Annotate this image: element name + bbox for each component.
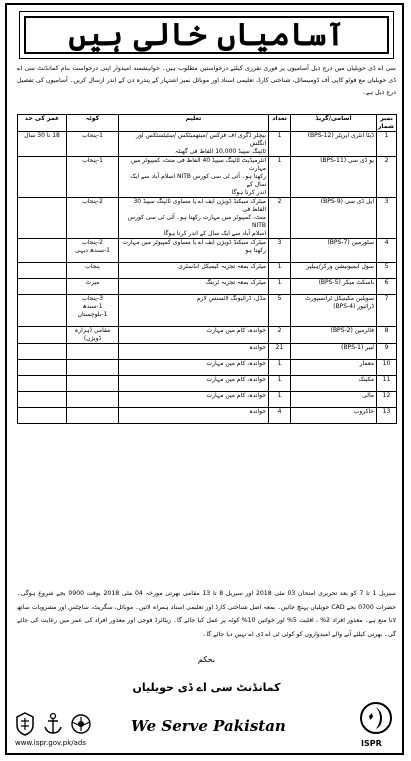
- row-post: مالی: [291, 392, 377, 408]
- row-count: 1: [269, 376, 291, 392]
- row-quota: [67, 198, 119, 239]
- quota-line: مقامی (ہزارہ ڈویژن): [74, 327, 111, 342]
- row-count: 1: [269, 132, 291, 157]
- header-serial: نمبر شمار: [377, 115, 397, 132]
- education-line: منٹ، کمپیوٹر میں مہارت رکھتا ہو۔ آئی ٹی سی کورس NITB: [127, 214, 266, 229]
- education-line: میٹرک بمعہ تجربہ کیمیکل انڈسٹری: [178, 263, 266, 270]
- row-post: خاکروب: [291, 408, 377, 424]
- row-serial: 3: [377, 198, 397, 239]
- table-row: [18, 408, 397, 424]
- row-count: 5: [269, 295, 291, 327]
- row-education: [119, 360, 269, 376]
- header-count: تعداد: [269, 115, 291, 132]
- row-post: ڈیٹا انٹری آپریٹر (BPS-12): [291, 132, 377, 157]
- row-count: 21: [269, 344, 291, 360]
- advertisement-page: [5, 3, 404, 755]
- notes-paragraph: سیریل 1 تا 7 کو بعد تحریری امتحان 03 مئی 2018 اور سیریل 8 تا 13 مقامی بھرتی مورخہ 04 مئی 2018 بوقت 0900 بجے شروع ہوگی۔ حضرات 0700 بجے CAD حویلیاں پہنچ جائیں۔ بمعہ اصل شناختی کارڈ اور تعلیمی اسناد ہمراہ لائیں۔ موبائل، سگریٹ، ساچٹس اور مشروبات ساتھ لانا منع ہے۔ معذور افراد 2% ، اقلیت 5% اور خواتین 10% کوٹہ پر عمل کیا جائے گا۔ ریٹائرڈ فوجی اور معذور افراد کی عمر میں رعایت کی جائے گی۔ بھرتی کیلئے آنے والے امیدواروں کو کوئی ٹی اے ڈی اے نہیں دیا جائے گا۔: [17, 590, 396, 638]
- row-quota: [67, 408, 119, 424]
- row-serial: 5: [377, 263, 397, 279]
- education-line: خواندہ، کام میں مہارت: [206, 392, 266, 399]
- row-age: 18 تا 30 سال: [18, 132, 67, 157]
- row-serial: 7: [377, 295, 397, 327]
- quota-line: 1-بلوچستان: [77, 311, 108, 318]
- row-age: [18, 295, 67, 327]
- row-education: [119, 295, 269, 327]
- header-education: تعلیم: [119, 115, 269, 132]
- row-age: [18, 408, 67, 424]
- row-age: [18, 279, 67, 295]
- signature-label: کمانڈنٹ سی اے ڈی حویلیاں: [132, 681, 281, 694]
- row-serial: 12: [377, 392, 397, 408]
- education-line: میٹرک سیکنڈ ڈویژن ایف اے یا مساوی کمپیوٹر میں مہارت رکھتا ہو: [122, 239, 266, 254]
- row-education: [119, 157, 269, 198]
- row-education: [119, 239, 269, 263]
- table-row: [18, 279, 397, 295]
- row-post: سول ایمیونیشن ورکر/ہیلپر: [291, 263, 377, 279]
- row-education: [119, 279, 269, 295]
- education-line: خواندہ: [249, 344, 266, 351]
- footer-url: www.ispr.gov.pk/ads: [15, 739, 87, 747]
- row-education: [119, 408, 269, 424]
- row-age: [18, 239, 67, 263]
- row-age: [18, 392, 67, 408]
- row-quota: [67, 132, 119, 157]
- quota-line: 2-پنجاب: [82, 198, 103, 205]
- row-count: 1: [269, 392, 291, 408]
- education-line: خواندہ، کام میں مہارت: [206, 327, 266, 334]
- vacancy-table: [17, 114, 397, 424]
- row-post: ایل ڈی سی (BPS-9): [291, 198, 377, 239]
- quota-line: 3-پنجاب: [82, 295, 103, 302]
- row-quota: [67, 376, 119, 392]
- intro-paragraph: سی اے ڈی حویلیاں میں درج ذیل آسامیوں پر فوری تقرری کیلئے درخواستیں مطلوب ہیں۔ خواہشمند امیدوار اپنی درخواست بنام کمانڈنٹ سی اے ڈی حویلیاں مع فوٹو کاپی آف ڈومیسائل، شناختی کارڈ، تعلیمی اسناد اور موبائل نمبر اشتہار کے پندرہ دن کے اندر ارسال کریں۔ آسامیوں کی تفصیل درج ذیل ہے۔: [17, 65, 396, 97]
- education-line: رکھتا ہو۔ آئی ٹی سی کورس NITB اسلام آباد سے ایک سال کے: [130, 173, 266, 188]
- footer-slogan: We Serve Pakistan: [131, 717, 286, 735]
- vacancy-table-body: [18, 132, 397, 424]
- education-line: میٹرک سیکنڈ ڈویژن ایف اے یا مساوی ٹائپنگ سپیڈ 30 الفاظ فی: [133, 198, 266, 213]
- row-serial: 13: [377, 408, 397, 424]
- education-line: انٹرمیڈیٹ ٹائپنگ سپیڈ 40 الفاظ فی منٹ، کمپیوٹر میں مہارت: [130, 157, 266, 172]
- headline-title: آسامیاں خالی ہیں: [68, 17, 345, 53]
- row-serial: 6: [377, 279, 397, 295]
- footer-emblems: [13, 711, 93, 737]
- quota-line: 1-پنجاب: [82, 157, 103, 164]
- row-post: یو ڈی سی (BPS-11): [291, 157, 377, 198]
- navy-anchor-icon: [41, 711, 65, 737]
- row-education: [119, 344, 269, 360]
- row-education: [119, 263, 269, 279]
- row-education: [119, 392, 269, 408]
- airforce-emblem-icon: [69, 711, 93, 737]
- row-count: 1: [269, 279, 291, 295]
- education-line: مڈل، ڈرائیونگ لائسنس لازم: [196, 295, 266, 302]
- row-quota: [67, 360, 119, 376]
- education-line: بیچلر ڈگری آف فزکس /میتھمیٹکس /سٹیٹسٹکس اور انگلش: [136, 132, 266, 147]
- quota-line: 1-پنجاب: [82, 132, 103, 139]
- row-post: باسکٹ میکر (BPS-5): [291, 279, 377, 295]
- quota-line: میرٹ: [85, 279, 100, 286]
- education-line: اسلام آباد سے ایک سال کے اندر کرنا ہوگا: [163, 230, 266, 237]
- row-education: [119, 132, 269, 157]
- row-age: [18, 327, 67, 344]
- table-row: [18, 198, 397, 239]
- row-quota: [67, 327, 119, 344]
- table-row: [18, 360, 397, 376]
- row-post: معمار: [291, 360, 377, 376]
- row-quota: [67, 279, 119, 295]
- table-header-row: [18, 115, 397, 132]
- row-post: سویلین مکینیکل ٹرانسپورٹ ڈرائیور (BPS-4): [291, 295, 377, 327]
- row-age: [18, 157, 67, 198]
- row-count: 1: [269, 263, 291, 279]
- table-row: [18, 263, 397, 279]
- row-education: [119, 198, 269, 239]
- row-count: 2: [269, 327, 291, 344]
- education-line: میٹرک بمعہ تجربہ ٹرننگ: [205, 279, 266, 286]
- row-post: فائرمین (BPS-2): [291, 327, 377, 344]
- row-quota: [67, 295, 119, 327]
- row-serial: 10: [377, 360, 397, 376]
- table-row: [18, 376, 397, 392]
- quota-line: پنجاب: [85, 263, 100, 270]
- headline-banner: [19, 11, 394, 59]
- row-age: [18, 198, 67, 239]
- education-line: ٹائپنگ سپیڈ 10,000 الفاظ فی گھنٹہ: [174, 148, 266, 155]
- header-age: عمر کی حد: [18, 115, 67, 132]
- ispr-label: ISPR: [361, 739, 382, 748]
- ispr-logo-icon: [359, 701, 393, 735]
- table-row: [18, 344, 397, 360]
- quota-line: 2-پنجاب: [82, 239, 103, 246]
- row-serial: 1: [377, 132, 397, 157]
- row-count: 2: [269, 198, 291, 239]
- row-quota: [67, 263, 119, 279]
- row-education: [119, 376, 269, 392]
- row-quota: [67, 239, 119, 263]
- row-quota: [67, 392, 119, 408]
- row-education: [119, 327, 269, 344]
- table-row: [18, 132, 397, 157]
- row-serial: 8: [377, 327, 397, 344]
- row-count: 1: [269, 157, 291, 198]
- education-line: خواندہ: [249, 408, 266, 415]
- row-count: 4: [269, 408, 291, 424]
- education-line: خواندہ، کام میں مہارت: [206, 376, 266, 383]
- row-age: [18, 344, 67, 360]
- table-row: [18, 327, 397, 344]
- row-age: [18, 360, 67, 376]
- education-line: خواندہ، کام میں مہارت: [206, 360, 266, 367]
- quota-line: 1-سندھ دیہی: [75, 247, 110, 254]
- row-serial: 9: [377, 344, 397, 360]
- row-post: مکینک: [291, 376, 377, 392]
- row-post: لیبر (BPS-1): [291, 344, 377, 360]
- table-row: [18, 392, 397, 408]
- row-count: 3: [269, 239, 291, 263]
- header-quota: کوٹہ: [67, 115, 119, 132]
- army-emblem-icon: [13, 711, 37, 737]
- row-serial: 11: [377, 376, 397, 392]
- row-age: [18, 376, 67, 392]
- header-post: آسامی/گریڈ: [291, 115, 377, 132]
- row-age: [18, 263, 67, 279]
- row-post: سٹورمین (BPS-7): [291, 239, 377, 263]
- table-row: [18, 295, 397, 327]
- quota-line: 1-سندھ: [82, 303, 103, 310]
- row-quota: [67, 157, 119, 198]
- table-row: [18, 239, 397, 263]
- table-row: [18, 157, 397, 198]
- row-serial: 4: [377, 239, 397, 263]
- row-serial: 2: [377, 157, 397, 198]
- row-count: 1: [269, 360, 291, 376]
- education-line: اندر کرنا ہوگا: [231, 189, 266, 196]
- row-quota: [67, 344, 119, 360]
- order-label: بحکم: [197, 655, 216, 664]
